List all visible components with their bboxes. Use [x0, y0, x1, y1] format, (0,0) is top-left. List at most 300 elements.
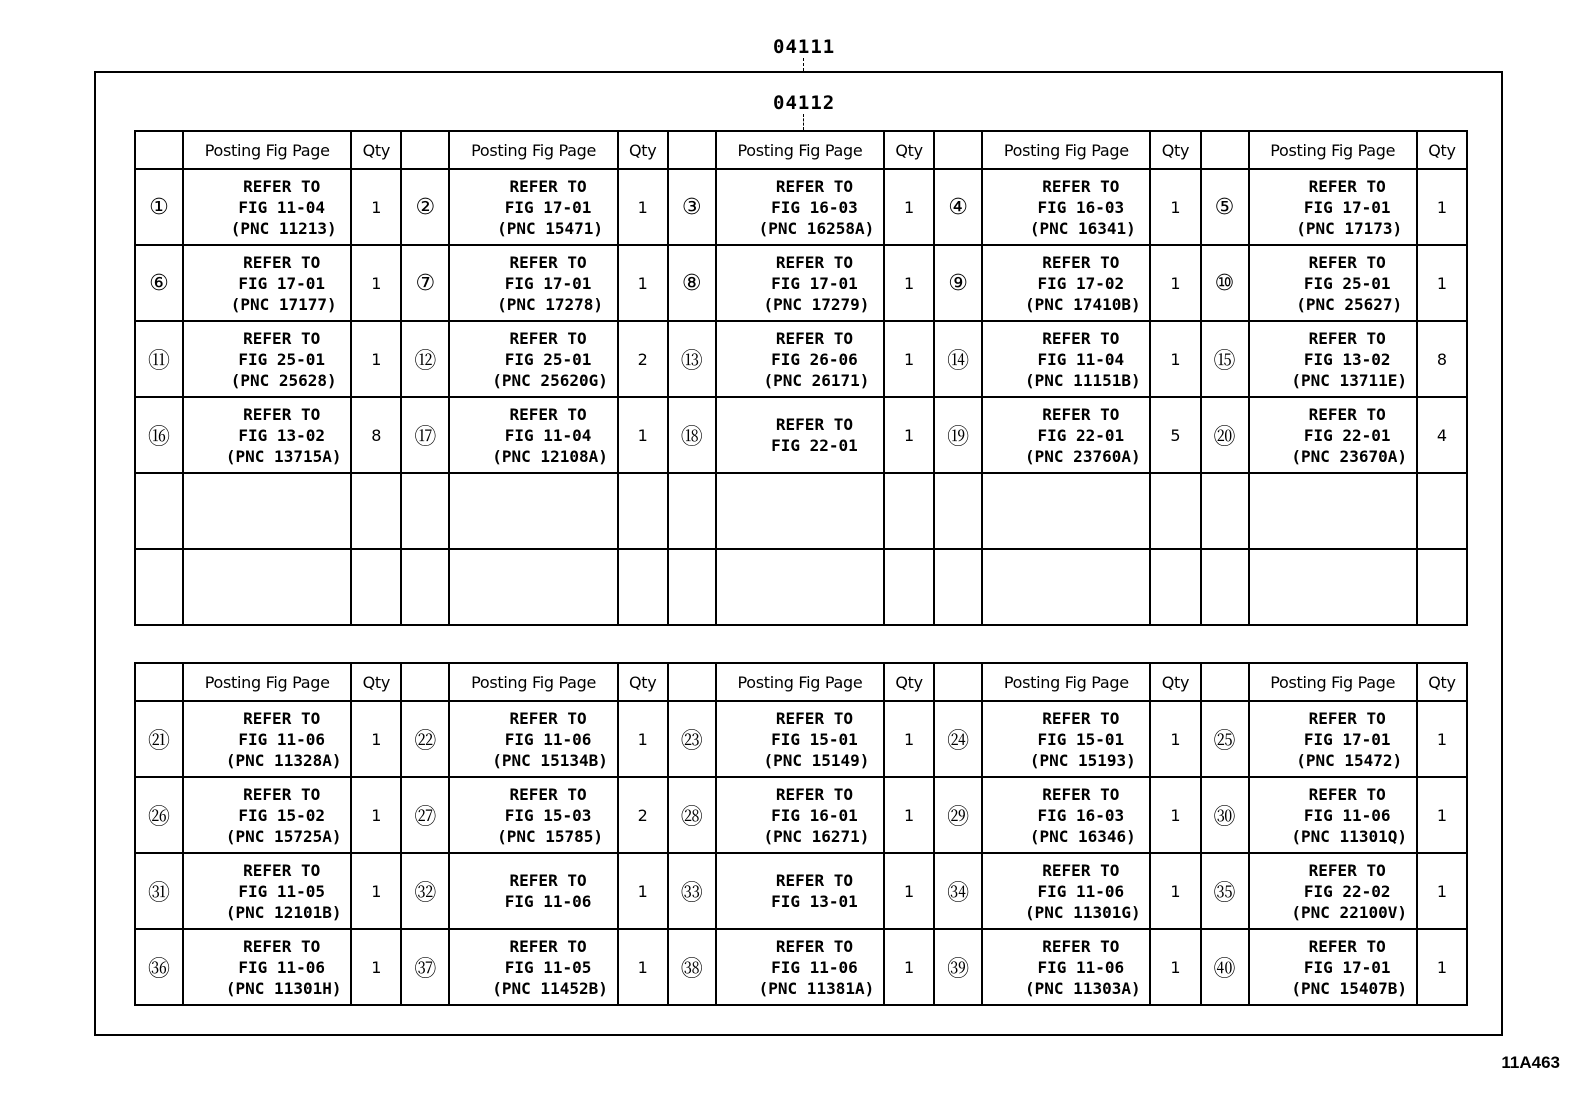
table-row [135, 245, 1467, 321]
reference-line: FIG 16-03 [771, 197, 858, 217]
header-qty: Qty [1150, 131, 1200, 169]
header-number-blank [1201, 663, 1249, 701]
header-posting-fig-page: Posting Fig Page [449, 131, 617, 169]
posting-reference [716, 321, 884, 397]
empty-cell [1249, 549, 1417, 625]
item-qty: 8 [351, 397, 401, 473]
item-number: ⑰ [401, 397, 449, 473]
item-qty: 1 [884, 701, 934, 777]
empty-cell [1150, 549, 1200, 625]
empty-cell [1201, 473, 1249, 549]
item-number: ㉓ [668, 701, 716, 777]
empty-cell [135, 473, 183, 549]
reference-line: (PNC 15193) [1029, 750, 1136, 770]
reference-line: FIG 16-03 [1037, 197, 1125, 217]
reference-line: REFER TO [1308, 708, 1386, 728]
header-number-blank [401, 663, 449, 701]
reference-line: (PNC 15149) [763, 750, 870, 770]
header-number-blank [934, 663, 982, 701]
reference-line: FIG 17-01 [1303, 957, 1391, 977]
empty-cell [449, 549, 617, 625]
reference-line: (PNC 22100V) [1291, 902, 1407, 922]
reference-line: (PNC 15407B) [1291, 978, 1407, 998]
reference-line: FIG 11-05 [238, 881, 326, 901]
reference-line: FIG 22-01 [771, 436, 858, 455]
item-qty: 1 [884, 397, 934, 473]
item-number: ② [401, 169, 449, 245]
header-number-blank [934, 131, 982, 169]
header-number-blank [668, 131, 716, 169]
header-posting-fig-page: Posting Fig Page [183, 131, 351, 169]
reference-line: REFER TO [1308, 328, 1386, 348]
empty-cell [716, 549, 884, 625]
reference-line: (PNC 15785) [497, 826, 604, 846]
callout-inner-leader [803, 114, 804, 130]
item-qty: 1 [618, 397, 668, 473]
reference-line: (PNC 16258A) [758, 218, 875, 238]
reference-line: REFER TO [775, 415, 853, 434]
reference-line: REFER TO [1308, 252, 1386, 272]
item-number: ㉝ [668, 853, 716, 929]
posting-reference [449, 701, 617, 777]
reference-line: FIG 17-01 [504, 273, 592, 293]
reference-line: FIG 11-04 [238, 197, 326, 217]
empty-cell [1249, 473, 1417, 549]
reference-line: (PNC 16346) [1029, 826, 1136, 846]
reference-line: FIG 13-01 [771, 892, 858, 911]
item-number: ㊳ [668, 929, 716, 1005]
item-qty: 1 [1417, 169, 1467, 245]
item-qty: 1 [1150, 853, 1200, 929]
reference-line: (PNC 17177) [230, 294, 337, 314]
callout-outer-leader [803, 58, 804, 71]
reference-line: REFER TO [1042, 784, 1120, 804]
item-number: ㉘ [668, 777, 716, 853]
reference-line: FIG 11-05 [504, 957, 592, 977]
posting-reference [716, 853, 884, 929]
header-row [135, 663, 1467, 701]
header-posting-fig-page: Posting Fig Page [716, 663, 884, 701]
item-qty: 1 [1150, 701, 1200, 777]
reference-line: (PNC 15134B) [492, 750, 608, 770]
reference-line: (PNC 25628) [230, 370, 337, 390]
reference-line: FIG 22-01 [1037, 425, 1125, 445]
reference-line: REFER TO [509, 328, 587, 348]
parts-table-upper [134, 130, 1468, 626]
posting-reference [1249, 777, 1417, 853]
empty-cell [716, 473, 884, 549]
empty-cell [351, 549, 401, 625]
item-qty: 1 [1150, 245, 1200, 321]
posting-reference [982, 169, 1150, 245]
reference-line: REFER TO [1308, 176, 1386, 196]
item-number: ⑯ [135, 397, 183, 473]
reference-line: FIG 11-06 [238, 957, 326, 977]
item-qty: 5 [1150, 397, 1200, 473]
posting-reference [183, 929, 351, 1005]
reference-line: (PNC 13711E) [1291, 370, 1407, 390]
reference-line: REFER TO [1042, 252, 1120, 272]
item-qty: 1 [884, 321, 934, 397]
reference-line: REFER TO [509, 404, 587, 424]
reference-line: (PNC 13715A) [225, 446, 342, 466]
reference-line: (PNC 25620G) [492, 370, 608, 390]
reference-line: FIG 26-06 [771, 349, 858, 369]
posting-reference [183, 169, 351, 245]
reference-line: REFER TO [1308, 936, 1386, 956]
reference-line: FIG 13-02 [1303, 349, 1391, 369]
item-qty: 1 [884, 245, 934, 321]
parts-table-lower [134, 662, 1468, 1006]
empty-cell [982, 549, 1150, 625]
empty-cell [135, 549, 183, 625]
reference-line: REFER TO [1042, 860, 1120, 880]
reference-line: (PNC 11213) [230, 218, 337, 238]
item-qty: 1 [1150, 321, 1200, 397]
empty-cell [183, 549, 351, 625]
reference-line: (PNC 15471) [497, 218, 604, 238]
reference-line: REFER TO [1308, 860, 1386, 880]
item-qty: 1 [884, 777, 934, 853]
reference-line: FIG 25-01 [238, 349, 326, 369]
item-number: ㉒ [401, 701, 449, 777]
reference-line: (PNC 11381A) [758, 978, 875, 998]
item-number: ㉑ [135, 701, 183, 777]
posting-reference [183, 701, 351, 777]
header-posting-fig-page: Posting Fig Page [1249, 663, 1417, 701]
posting-reference [716, 701, 884, 777]
posting-reference [449, 169, 617, 245]
posting-reference [716, 245, 884, 321]
reference-line: FIG 17-01 [504, 197, 592, 217]
posting-reference [449, 321, 617, 397]
reference-line: REFER TO [509, 784, 587, 804]
reference-line: (PNC 17278) [497, 294, 604, 314]
posting-reference [1249, 929, 1417, 1005]
reference-line: FIG 11-06 [1037, 957, 1125, 977]
posting-reference [716, 929, 884, 1005]
item-number: ㉟ [1201, 853, 1249, 929]
reference-line: REFER TO [1308, 784, 1386, 804]
reference-line: (PNC 16271) [763, 826, 870, 846]
reference-line: (PNC 17410B) [1025, 294, 1141, 314]
reference-line: (PNC 11301Q) [1291, 826, 1407, 846]
table-row [135, 853, 1467, 929]
empty-cell [401, 473, 449, 549]
empty-cell [1201, 549, 1249, 625]
posting-reference [1249, 321, 1417, 397]
reference-line: (PNC 17279) [763, 294, 870, 314]
item-qty: 1 [1417, 777, 1467, 853]
header-number-blank [135, 131, 183, 169]
reference-line: REFER TO [1042, 936, 1120, 956]
item-qty: 1 [1150, 777, 1200, 853]
reference-line: REFER TO [775, 328, 853, 348]
reference-line: FIG 22-02 [1303, 881, 1391, 901]
item-number: ㉗ [401, 777, 449, 853]
reference-line: FIG 17-02 [1037, 273, 1125, 293]
reference-line: (PNC 23760A) [1025, 446, 1141, 466]
reference-line: REFER TO [243, 328, 321, 348]
item-number: ⑦ [401, 245, 449, 321]
posting-reference [1249, 245, 1417, 321]
empty-cell [982, 473, 1150, 549]
header-posting-fig-page: Posting Fig Page [982, 663, 1150, 701]
item-number: ㊴ [934, 929, 982, 1005]
reference-line: FIG 15-01 [771, 729, 858, 749]
item-qty: 8 [1417, 321, 1467, 397]
reference-line: FIG 17-01 [238, 273, 326, 293]
item-qty: 1 [884, 929, 934, 1005]
item-qty: 2 [618, 321, 668, 397]
item-number: ⑪ [135, 321, 183, 397]
reference-line: FIG 11-06 [771, 957, 858, 977]
reference-line: (PNC 11328A) [225, 750, 342, 770]
reference-line: REFER TO [775, 871, 853, 890]
reference-line: REFER TO [243, 784, 321, 804]
item-number: ⑳ [1201, 397, 1249, 473]
posting-reference [1249, 701, 1417, 777]
item-number: ㉞ [934, 853, 982, 929]
reference-line: (PNC 15472) [1296, 750, 1403, 770]
header-posting-fig-page: Posting Fig Page [1249, 131, 1417, 169]
item-number: ㊱ [135, 929, 183, 1005]
item-qty: 1 [1150, 929, 1200, 1005]
posting-reference [449, 777, 617, 853]
reference-line: REFER TO [1308, 404, 1386, 424]
header-qty: Qty [351, 663, 401, 701]
reference-line: (PNC 11301G) [1025, 902, 1141, 922]
reference-line: FIG 11-06 [1303, 805, 1391, 825]
posting-reference [183, 777, 351, 853]
item-number: ③ [668, 169, 716, 245]
empty-row [135, 549, 1467, 625]
reference-line: REFER TO [775, 936, 853, 956]
item-qty: 1 [618, 701, 668, 777]
posting-reference [449, 245, 617, 321]
empty-cell [618, 549, 668, 625]
empty-cell [351, 473, 401, 549]
table-row [135, 929, 1467, 1005]
item-number: ⑥ [135, 245, 183, 321]
reference-line: REFER TO [509, 176, 587, 196]
table-row [135, 321, 1467, 397]
item-number: ㉖ [135, 777, 183, 853]
item-qty: 1 [618, 853, 668, 929]
empty-cell [934, 473, 982, 549]
item-number: ⑬ [668, 321, 716, 397]
item-qty: 1 [351, 701, 401, 777]
item-number: ⑫ [401, 321, 449, 397]
reference-line: FIG 25-01 [1303, 273, 1391, 293]
empty-cell [668, 549, 716, 625]
item-qty: 1 [1417, 929, 1467, 1005]
item-qty: 1 [618, 929, 668, 1005]
reference-line: FIG 22-01 [1303, 425, 1391, 445]
header-qty: Qty [351, 131, 401, 169]
item-qty: 1 [351, 169, 401, 245]
posting-reference [716, 777, 884, 853]
posting-reference [982, 701, 1150, 777]
reference-line: REFER TO [243, 252, 321, 272]
posting-reference [716, 169, 884, 245]
empty-cell [618, 473, 668, 549]
reference-line: REFER TO [509, 936, 587, 956]
item-qty: 1 [351, 929, 401, 1005]
posting-reference [982, 777, 1150, 853]
reference-line: REFER TO [243, 936, 321, 956]
posting-reference [982, 321, 1150, 397]
item-number: ⑤ [1201, 169, 1249, 245]
empty-cell [1417, 473, 1467, 549]
item-qty: 1 [1417, 701, 1467, 777]
header-qty: Qty [884, 663, 934, 701]
table-row [135, 777, 1467, 853]
reference-line: REFER TO [509, 708, 587, 728]
empty-cell [884, 473, 934, 549]
reference-line: REFER TO [1042, 328, 1120, 348]
posting-reference [1249, 853, 1417, 929]
item-qty: 1 [618, 245, 668, 321]
posting-reference [183, 245, 351, 321]
reference-line: (PNC 11301H) [225, 978, 342, 998]
item-qty: 4 [1417, 397, 1467, 473]
item-qty: 1 [884, 169, 934, 245]
table-row [135, 397, 1467, 473]
reference-line: FIG 15-01 [1037, 729, 1125, 749]
item-qty: 1 [351, 853, 401, 929]
reference-line: FIG 11-06 [238, 729, 326, 749]
posting-reference [183, 853, 351, 929]
posting-reference [982, 853, 1150, 929]
reference-line: REFER TO [243, 860, 321, 880]
header-posting-fig-page: Posting Fig Page [716, 131, 884, 169]
posting-reference [716, 397, 884, 473]
reference-line: (PNC 12101B) [225, 902, 342, 922]
item-number: ㉕ [1201, 701, 1249, 777]
reference-line: REFER TO [775, 252, 853, 272]
header-posting-fig-page: Posting Fig Page [449, 663, 617, 701]
header-qty: Qty [884, 131, 934, 169]
item-number: ㉙ [934, 777, 982, 853]
posting-reference [982, 397, 1150, 473]
reference-line: (PNC 12108A) [492, 446, 608, 466]
reference-line: (PNC 11452B) [492, 978, 608, 998]
item-number: ㉛ [135, 853, 183, 929]
empty-cell [401, 549, 449, 625]
item-number: ㉔ [934, 701, 982, 777]
header-qty: Qty [618, 663, 668, 701]
reference-line: (PNC 17173) [1296, 218, 1403, 238]
empty-cell [884, 549, 934, 625]
reference-line: (PNC 11303A) [1025, 978, 1141, 998]
header-number-blank [668, 663, 716, 701]
item-number: ⑨ [934, 245, 982, 321]
figure-code: 11A463 [1501, 1053, 1560, 1072]
header-qty: Qty [1417, 131, 1467, 169]
item-number: ㊲ [401, 929, 449, 1005]
reference-line: (PNC 16341) [1029, 218, 1136, 238]
table-row [135, 701, 1467, 777]
item-number: ㉜ [401, 853, 449, 929]
item-qty: 1 [351, 321, 401, 397]
reference-line: FIG 15-03 [504, 805, 592, 825]
reference-line: REFER TO [1042, 708, 1120, 728]
reference-line: FIG 15-02 [238, 805, 326, 825]
reference-line: (PNC 25627) [1296, 294, 1403, 314]
posting-reference [449, 929, 617, 1005]
header-row [135, 131, 1467, 169]
table-row [135, 169, 1467, 245]
item-qty: 1 [618, 169, 668, 245]
reference-line: FIG 25-01 [504, 349, 592, 369]
reference-line: REFER TO [509, 871, 587, 890]
item-qty: 1 [351, 777, 401, 853]
empty-cell [668, 473, 716, 549]
item-qty: 1 [1150, 169, 1200, 245]
reference-line: FIG 11-06 [504, 729, 592, 749]
empty-cell [1417, 549, 1467, 625]
reference-line: FIG 13-02 [238, 425, 326, 445]
reference-line: REFER TO [509, 252, 587, 272]
empty-row [135, 473, 1467, 549]
empty-cell [1150, 473, 1200, 549]
item-number: ⑩ [1201, 245, 1249, 321]
reference-line: FIG 16-03 [1037, 805, 1125, 825]
header-number-blank [401, 131, 449, 169]
item-qty: 1 [1417, 245, 1467, 321]
item-number: ⑭ [934, 321, 982, 397]
reference-line: REFER TO [775, 784, 853, 804]
posting-reference [449, 397, 617, 473]
item-number: ⑲ [934, 397, 982, 473]
item-number: ㊵ [1201, 929, 1249, 1005]
reference-line: FIG 11-04 [504, 425, 592, 445]
callout-inner: 04112 [773, 92, 836, 114]
empty-cell [934, 549, 982, 625]
header-qty: Qty [1417, 663, 1467, 701]
item-number: ⑱ [668, 397, 716, 473]
empty-cell [449, 473, 617, 549]
reference-line: (PNC 15725A) [225, 826, 342, 846]
posting-reference [183, 321, 351, 397]
empty-cell [183, 473, 351, 549]
reference-line: FIG 11-06 [504, 892, 592, 911]
reference-line: (PNC 23670A) [1291, 446, 1407, 466]
reference-line: FIG 17-01 [1303, 729, 1391, 749]
reference-line: FIG 17-01 [1303, 197, 1391, 217]
item-number: ⑮ [1201, 321, 1249, 397]
item-number: ① [135, 169, 183, 245]
header-qty: Qty [1150, 663, 1200, 701]
reference-line: REFER TO [243, 404, 321, 424]
item-number: ⑧ [668, 245, 716, 321]
item-number: ㉚ [1201, 777, 1249, 853]
reference-line: REFER TO [1042, 404, 1120, 424]
item-qty: 1 [884, 853, 934, 929]
header-posting-fig-page: Posting Fig Page [982, 131, 1150, 169]
posting-reference [982, 245, 1150, 321]
item-qty: 1 [351, 245, 401, 321]
item-qty: 1 [1417, 853, 1467, 929]
posting-reference [1249, 169, 1417, 245]
reference-line: FIG 17-01 [771, 273, 858, 293]
callout-outer: 04111 [773, 36, 836, 58]
posting-reference [1249, 397, 1417, 473]
reference-line: FIG 16-01 [771, 805, 858, 825]
reference-line: REFER TO [243, 176, 321, 196]
reference-line: (PNC 11151B) [1025, 370, 1141, 390]
